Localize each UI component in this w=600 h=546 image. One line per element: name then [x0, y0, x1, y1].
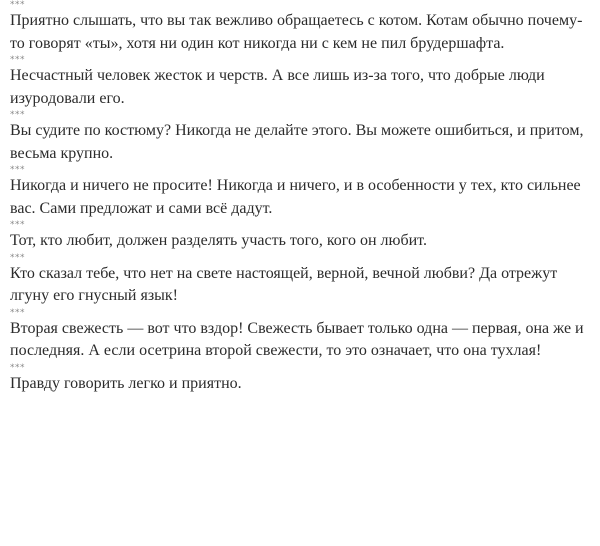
separator: ***	[10, 220, 25, 230]
quote-text: Кто сказал тебе, что нет на свете настоящей, верной, вечной любви? Да отрежут лгуну его гнусный язык!	[10, 264, 558, 304]
quote-text: Тот, кто любит, должен разделять участь того, кого он любит.	[10, 232, 427, 249]
quote-text: Никогда и ничего не просите! Никогда и ничего, и в особенности у тех, кто сильнее вас. Сами предложат и сами всё дадут.	[10, 177, 581, 217]
separator: ***	[10, 110, 25, 120]
separator: ***	[10, 165, 25, 175]
quote-text: Приятно слышать, что вы так вежливо обращаетесь с котом. Котам обычно почему-то говорят «ты», хотя ни один кот никогда ни с кем не пил брудершафта.	[10, 12, 583, 52]
quote-text: Вы судите по костюму? Никогда не делайте этого. Вы можете ошибиться, и притом, весьма крупно.	[10, 122, 584, 162]
separator: ***	[10, 362, 25, 373]
quote-text: Вторая свежесть — вот что вздор! Свежесть бывает только одна — первая, она же и последняя. А если осетрина второй свежести, то это означает, что она тухлая!	[10, 319, 584, 359]
separator: ***	[10, 0, 25, 10]
separator: ***	[10, 307, 25, 318]
quote-text: Несчастный человек жесток и черств. А все лишь из-за того, что добрые люди изуродовали его.	[10, 67, 545, 107]
quote-text: Правду говорить легко и приятно.	[10, 374, 242, 392]
separator: ***	[10, 55, 25, 65]
quotes-page	[10, 0, 592, 395]
separator: ***	[10, 252, 25, 263]
